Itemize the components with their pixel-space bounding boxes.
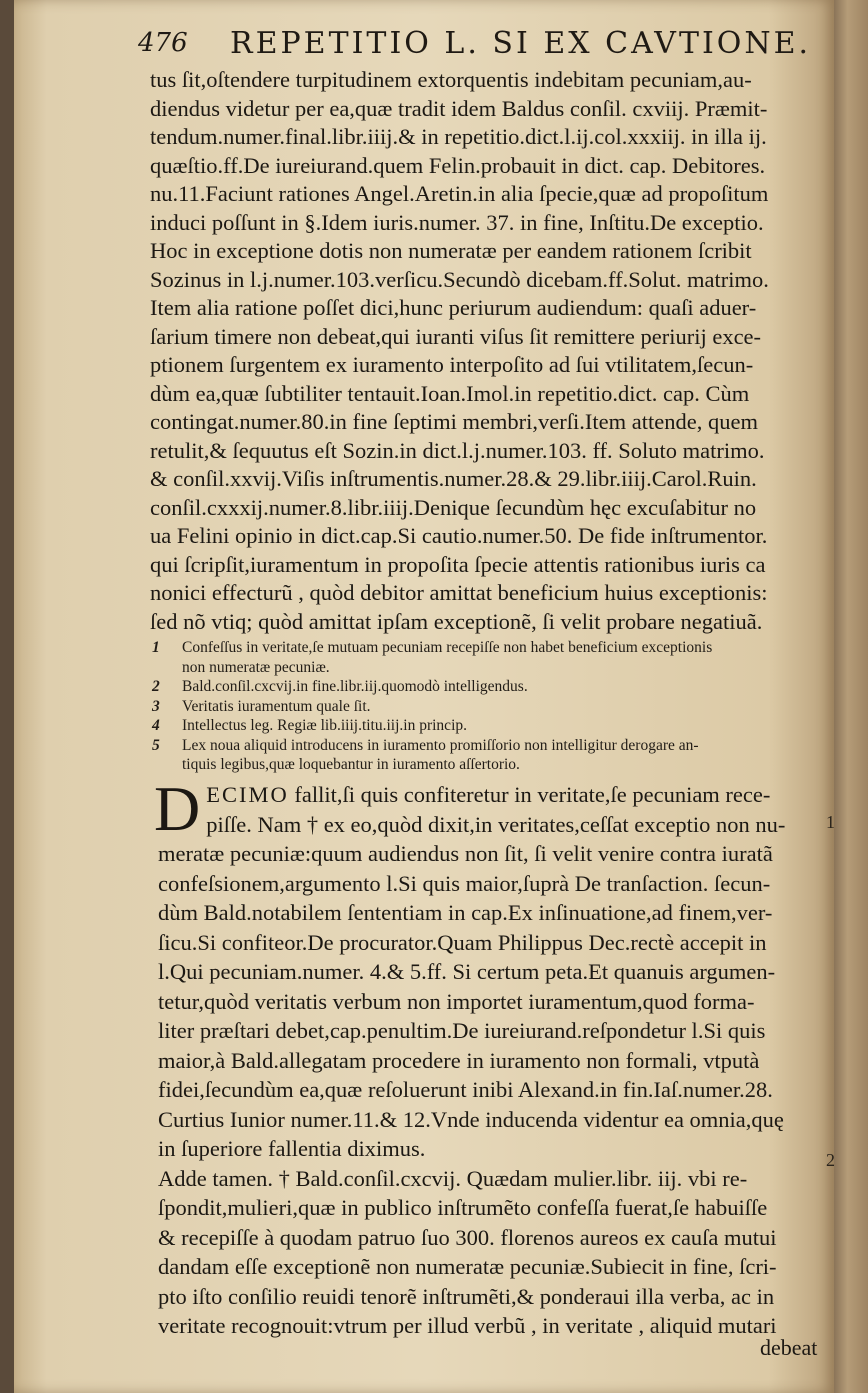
summary-number: 4: [152, 717, 160, 734]
text-line: maior,à Bald.allegatam procedere in iuramento non formali, vtputà: [158, 1047, 760, 1073]
text-line: tus ſit,oſtendere turpitudinem extorquentis indebitam pecuniam,au-: [150, 67, 752, 92]
text-line: induci poſſunt in §.Idem iuris.numer. 37. in fine, Inſtitu.De exceptio.: [150, 209, 764, 235]
running-title: REPETITIO L. SI EX CAVTIONE.: [230, 26, 812, 61]
text-line: tendum.numer.final.libr.iiij.& in repetitio.dict.l.ij.col.xxxiij. in illa ij.: [150, 124, 767, 149]
section-heading: ECIMO: [206, 782, 289, 807]
text-line: ſicu.Si confiteor.De procurator.Quam Philippus Dec.rectè accepit in: [158, 929, 767, 955]
summary-number: 2: [152, 678, 160, 695]
summary-text: non numeratæ pecuniæ.: [182, 658, 330, 676]
decimo-section: [154, 773, 826, 1341]
text-line: retulit,& ſequutus eſt Sozin.in dict.l.j.numer.103. ff. Soluto matrimo.: [150, 437, 765, 463]
text-line: Adde tamen. † Bald.conſil.cxcvij. Quædam mulier.libr. iij. vbi re-: [158, 1165, 748, 1191]
summary-text: tiquis legibus,quæ loquebantur in iuramento aſſertorio.: [182, 756, 520, 773]
margin-number: 2: [826, 1150, 835, 1170]
summary-text: Confeſſus in veritate,ſe mutuam pecuniam recepiſſe non habet beneficium exceptionis: [182, 639, 713, 656]
text-line: confeſsionem,argumento l.Si quis maior,ſuprà De tranſaction. ſecun-: [158, 870, 771, 896]
summary-item: [152, 697, 822, 717]
text-line: contingat.numer.80.in fine ſeptimi membri,verſi.Item attende, quem: [150, 409, 758, 434]
text-line: ua Felini opinio in dict.cap.Si cautio.numer.50. De fide inſtrumentor.: [150, 523, 768, 548]
text-line: nu.11.Faciunt rationes Angel.Aretin.in alia ſpecie,quæ ad propoſitum: [150, 181, 769, 206]
page-number: 476: [138, 28, 188, 58]
text-line: liter præſtari debet,cap.penultim.De iureiurand.reſpondetur l.Si quis: [158, 1018, 766, 1043]
text-line: fidei,ſecundùm ea,quæ reſoluerunt inibi Alexand.in fin.Iaſ.numer.28.: [158, 1077, 773, 1102]
summary-item: [152, 638, 822, 677]
text-line: ſpondit,mulieri,quæ in publico inſtrumẽto confeſſa fuerat,ſe habuiſſe: [158, 1195, 768, 1220]
text-line: & recepiſſe à quodam patruo ſuo 300. florenos aureos ex cauſa mutui: [158, 1224, 777, 1250]
summary-text: Bald.conſil.cxcvij.in fine.libr.iij.quomodò intelligendus.: [182, 678, 528, 695]
text-fragment: fallit,ſi quis confiteretur in veritate,ſe pecuniam rece-: [288, 782, 771, 807]
page-edge: [834, 0, 868, 1393]
text-line: quæſtio.ff.De iureiurand.quem Felin.probauit in dict. cap. Debitores.: [150, 152, 766, 178]
text-line: piſſe. Nam † ex eo,quòd dixit,in veritates,ceſſat exceptio non nu-: [206, 811, 786, 837]
summary-item: [152, 736, 822, 775]
text-line: dùm ea,quæ ſubtiliter tentauit.Ioan.Imol.in repetitio.dict. cap. Cùm: [150, 380, 750, 406]
margin-number: 1: [826, 812, 835, 832]
text-line: Item alia ratione poſſet dici,hunc periurum audiendum: quaſi aduer-: [150, 295, 757, 320]
text-line: Hoc in exceptione dotis non numeratæ per eandem rationem ſcribit: [150, 238, 752, 263]
text-line: qui ſcripſit,iuramentum in propoſita ſpecie attentis rationibus iuris ca: [150, 551, 766, 577]
text-line: ſed nõ vtiq; quòd amittat ipſam exceptionẽ, ſi velit probare negatiuã.: [150, 608, 763, 634]
summary-number: 5: [152, 736, 160, 754]
text-line: l.Qui pecuniam.numer. 4.& 5.ff. Si certum peta.Et quanuis argumen-: [158, 959, 776, 984]
text-line: Curtius Iunior numer.11.& 12.Vnde inducenda videntur ea omnia,quę: [158, 1106, 784, 1132]
text-line: tetur,quòd veritatis verbum non importet iuramentum,quod forma-: [158, 988, 755, 1014]
text-line: Sozinus in l.j.numer.103.verſicu.Secundò dicebam.ff.Solut. matrimo.: [150, 266, 769, 292]
text-line: ſarium timere non debeat,qui iuranti viſus ſit remittere periurij exce-: [150, 323, 762, 349]
text-line: nonici effecturũ , quòd debitor amittat beneficium huius exceptionis:: [150, 580, 768, 605]
text-line: dùm Bald.notabilem ſententiam in cap.Ex inſinuatione,ad finem,ver-: [158, 900, 773, 925]
catchword: debeat: [760, 1335, 818, 1360]
text-line: & conſil.xxvij.Viſis inſtrumentis.numer.28.& 29.libr.iiij.Carol.Ruin.: [150, 466, 757, 491]
main-text-block: [150, 66, 820, 636]
summary-item: [152, 677, 822, 697]
text-line: dandam eſſe exceptionẽ non numeratæ pecuniæ.Subiecit in fine, ſcri-: [158, 1254, 777, 1279]
summary-number: 1: [152, 639, 160, 656]
summary-text: Intellectus leg. Regiæ lib.iiij.titu.iij.in princip.: [182, 717, 467, 734]
summary-item: [152, 716, 822, 736]
text-line: pto iſto conſilio reuidi tenorẽ inſtrumẽti,& ponderaui illa verba, ac in: [158, 1283, 775, 1309]
text-line: conſil.cxxxij.numer.8.libr.iiij.Denique ſecundùm hęc excuſabitur no: [150, 494, 757, 520]
drop-cap: D: [154, 773, 201, 844]
summary-text: Veritatis iuramentum quale ſit.: [182, 697, 371, 715]
text-line: [206, 780, 826, 810]
summaria-list: [152, 638, 822, 775]
text-line: in ſuperiore fallentia diximus.: [158, 1136, 426, 1161]
text-line: diendus videtur per ea,quæ tradit idem Baldus conſil. cxviij. Præmit-: [150, 95, 768, 121]
text-line: veritate recognouit:vtrum per illud verbũ , in veritate , aliquid mutari: [158, 1313, 777, 1338]
summary-number: 3: [152, 697, 160, 715]
summary-text: Lex noua aliquid introducens in iuramento promiſſorio non intelligitur derogare an-: [182, 736, 699, 754]
page-header: [138, 26, 828, 66]
text-line: meratæ pecuniæ:quum audiendus non ſit, ſi velit venire contra iuratã: [158, 841, 773, 866]
text-line: ptionem ſurgentem ex iuramento interpoſito ad ſui vtilitatem,ſecun-: [150, 352, 754, 377]
